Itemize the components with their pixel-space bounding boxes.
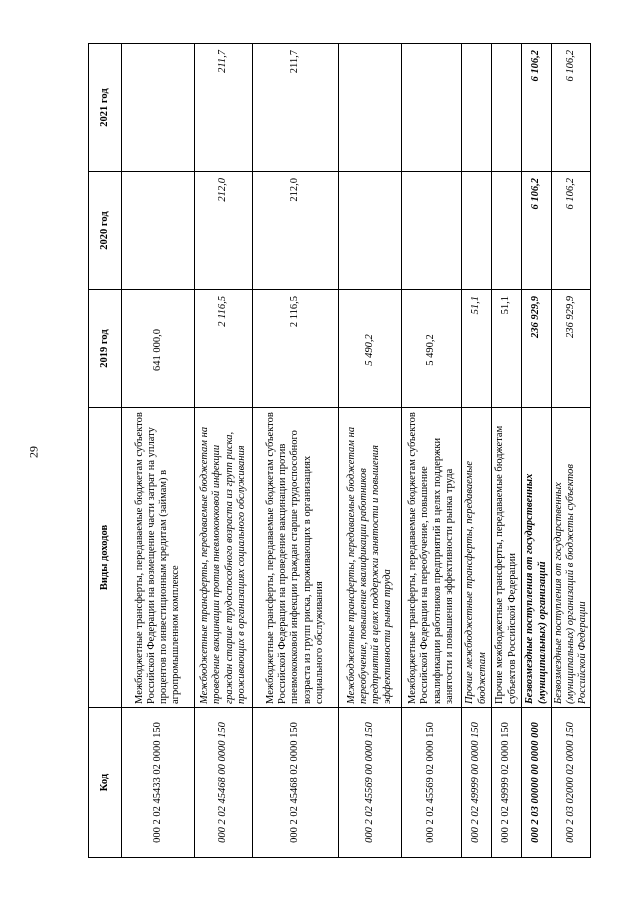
row-2019: 2 116,5 [253,290,339,408]
table-row [339,44,402,858]
row-name: Прочие межбюджетные трансферты, передаваемые бюджетам [462,408,492,708]
row-2019: 5 490,2 [339,290,402,408]
page-number: 29 [26,446,41,458]
row-2020 [402,172,462,290]
row-2019: 2 116,5 [195,290,253,408]
row-2020: 212,0 [253,172,339,290]
row-2021 [402,44,462,172]
rotated-table-wrapper [88,44,589,858]
row-name: Безвозмездные поступления от государственных (муниципальных) организаций в бюджеты субъектов Российской Федерации [552,408,591,708]
row-2019: 51,1 [462,290,492,408]
row-code: 000 2 03 02000 02 0000 150 [552,708,591,858]
table-row [253,44,339,858]
row-code: 000 2 02 49999 00 0000 150 [462,708,492,858]
row-2019: 236 929,9 [522,290,552,408]
header-code: Код [89,708,122,858]
header-name: Виды доходов [89,408,122,708]
table-row [462,44,492,858]
row-2020: 212,0 [195,172,253,290]
row-2020 [462,172,492,290]
table-row [552,44,591,858]
row-name: Безвозмездные поступления от государственных (муниципальных) организаций [522,408,552,708]
row-name: Межбюджетные трансферты, передаваемые бюджетам субъектов Российской Федерации на проведение вакцинации против пневмококковой инфекции граждан старше трудоспособного возраста из групп риска, проживающих в организациях социального обслуживания [253,408,339,708]
row-2021 [492,44,522,172]
row-name: Межбюджетные трансферты, передаваемые бюджетам на переобучение, повышение квалификации работников предприятий в целях поддержки занятости и повышения эффективности рынка труда [339,408,402,708]
row-2020 [492,172,522,290]
income-table [88,43,591,858]
row-2020: 6 106,2 [522,172,552,290]
row-2020: 6 106,2 [552,172,591,290]
table-row [122,44,195,858]
row-name: Межбюджетные трансферты, передаваемые бюджетам субъектов Российской Федерации на возмещение части затрат на уплату процентов по инвестиционным кредитам (займам) в агропромышленном комплексе [122,408,195,708]
row-2021: 211,7 [253,44,339,172]
row-2020 [122,172,195,290]
row-code: 000 2 03 00000 00 0000 000 [522,708,552,858]
table-row [492,44,522,858]
row-2020 [339,172,402,290]
row-code: 000 2 02 45569 02 0000 150 [402,708,462,858]
row-2019: 51,1 [492,290,522,408]
header-2019: 2019 год [89,290,122,408]
header-2020: 2020 год [89,172,122,290]
row-2019: 5 490,2 [402,290,462,408]
table-row [522,44,552,858]
header-2021: 2021 год [89,44,122,172]
row-2019: 236 929,9 [552,290,591,408]
row-code: 000 2 02 45468 00 0000 150 [195,708,253,858]
table-header-row [89,44,122,858]
row-2021 [339,44,402,172]
row-2019: 641 000,0 [122,290,195,408]
row-code: 000 2 02 45433 02 0000 150 [122,708,195,858]
row-name: Прочие межбюджетные трансферты, передаваемые бюджетам субъектов Российской Федерации [492,408,522,708]
row-2021 [122,44,195,172]
row-2021: 6 106,2 [552,44,591,172]
row-2021 [462,44,492,172]
row-name: Межбюджетные трансферты, передаваемые бюджетам на проведение вакцинации против пневмококковой инфекции граждан старше трудоспособного возраста из групп риска, проживающих в организациях социального обслуживания [195,408,253,708]
table-row [195,44,253,858]
row-code: 000 2 02 45569 00 0000 150 [339,708,402,858]
row-code: 000 2 02 45468 02 0000 150 [253,708,339,858]
row-2021: 6 106,2 [522,44,552,172]
row-name: Межбюджетные трансферты, передаваемые бюджетам субъектов Российской Федерации на переобучение, повышение квалификации работников предприятий в целях поддержки занятости и повышения эффективности рынка труда [402,408,462,708]
row-2021: 211,7 [195,44,253,172]
table-row [402,44,462,858]
row-code: 000 2 02 49999 02 0000 150 [492,708,522,858]
